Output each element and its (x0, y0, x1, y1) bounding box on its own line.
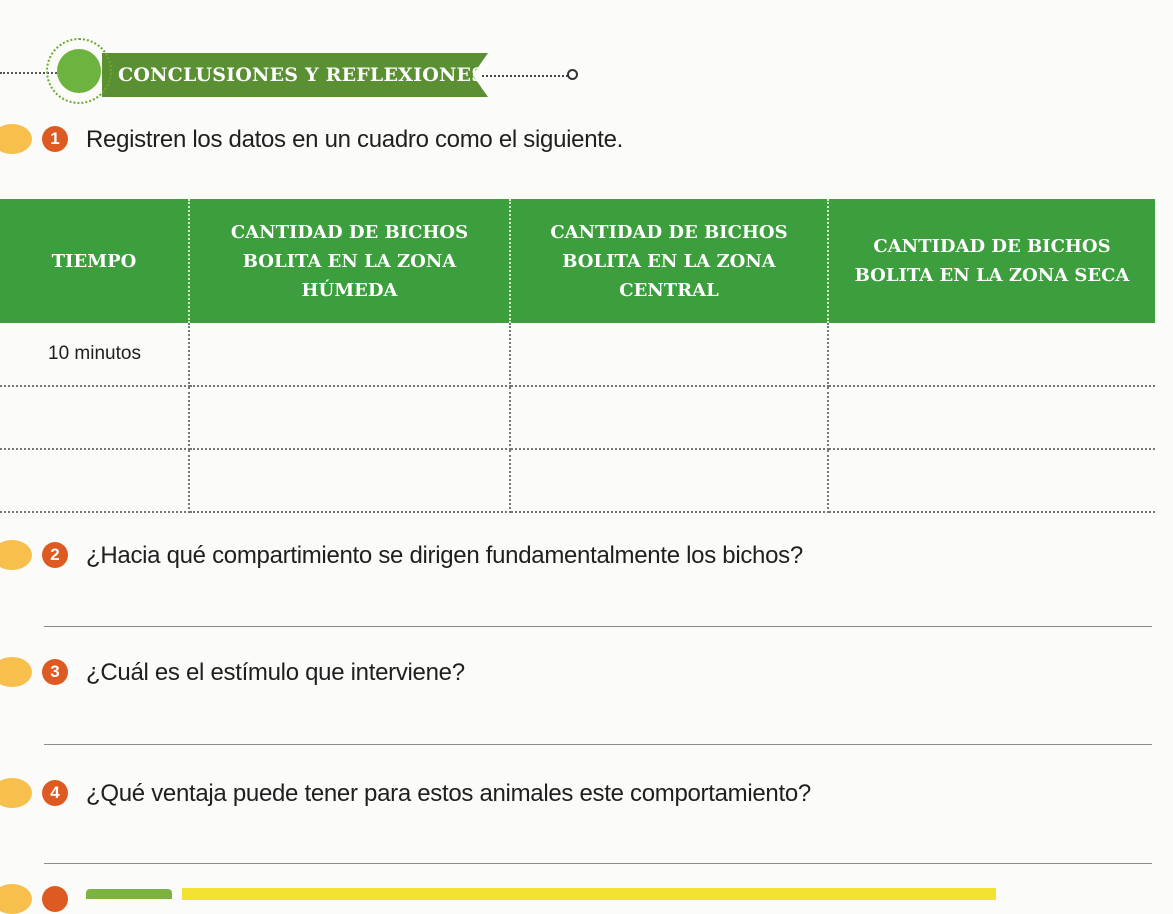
table-cell[interactable] (828, 323, 1155, 386)
column-header-tiempo: TIEMPO (0, 199, 189, 323)
section-title: CONCLUSIONES Y REFLEXIONES (118, 64, 486, 86)
column-header-zona-seca: CANTIDAD DE BICHOS BOLITA EN LA ZONA SECA (828, 199, 1155, 323)
question-3 (0, 655, 1173, 691)
table-cell[interactable] (510, 449, 828, 512)
question-text: ¿Qué ventaja puede tener para estos animales este comportamiento? (86, 780, 811, 807)
green-circle-icon (57, 49, 101, 93)
question-number-badge (42, 886, 68, 912)
table-row (0, 323, 1155, 386)
table-header-row (0, 199, 1155, 323)
table-cell[interactable] (828, 449, 1155, 512)
answer-line-2[interactable] (44, 626, 1152, 627)
answer-line-3[interactable] (44, 744, 1152, 745)
header-dotted-line-right (482, 75, 568, 77)
data-table (0, 199, 1155, 513)
bullet-icon (0, 124, 32, 154)
column-header-zona-central: CANTIDAD DE BICHOS BOLITA EN LA ZONA CENTRAL (510, 199, 828, 323)
question-4 (0, 776, 1173, 812)
table-cell[interactable] (510, 323, 828, 386)
question-text: Registren los datos en un cuadro como el siguiente. (86, 126, 624, 153)
yellow-bar (182, 888, 996, 900)
table-cell[interactable] (189, 449, 510, 512)
table-cell[interactable] (828, 386, 1155, 449)
question-text: ¿Cuál es el estímulo que interviene? (86, 659, 465, 686)
table-row (0, 386, 1155, 449)
table-cell[interactable] (510, 386, 828, 449)
section-badge-icon (46, 38, 112, 104)
column-header-zona-humeda: CANTIDAD DE BICHOS BOLITA EN LA ZONA HÚMEDA (189, 199, 510, 323)
question-number-badge: 2 (42, 542, 68, 568)
table-cell[interactable] (189, 386, 510, 449)
line-endpoint-icon (567, 69, 578, 80)
table-row (0, 449, 1155, 512)
question-2 (0, 538, 1173, 574)
question-text: ¿Hacia qué compartimiento se dirigen fundamentalmente los bichos? (86, 542, 803, 569)
bullet-icon (0, 884, 32, 914)
question-number-badge: 3 (42, 659, 68, 685)
bullet-icon (0, 657, 32, 687)
table-cell-tiempo[interactable] (0, 449, 189, 512)
question-number-badge: 4 (42, 780, 68, 806)
bullet-icon (0, 540, 32, 570)
question-1 (0, 122, 1173, 158)
question-number-badge: 1 (42, 126, 68, 152)
table-cell[interactable] (189, 323, 510, 386)
answer-line-4[interactable] (44, 863, 1152, 864)
bullet-icon (0, 778, 32, 808)
table-cell-tiempo[interactable]: 10 minutos (0, 323, 189, 386)
table-cell-tiempo[interactable] (0, 386, 189, 449)
green-tab (86, 889, 172, 899)
